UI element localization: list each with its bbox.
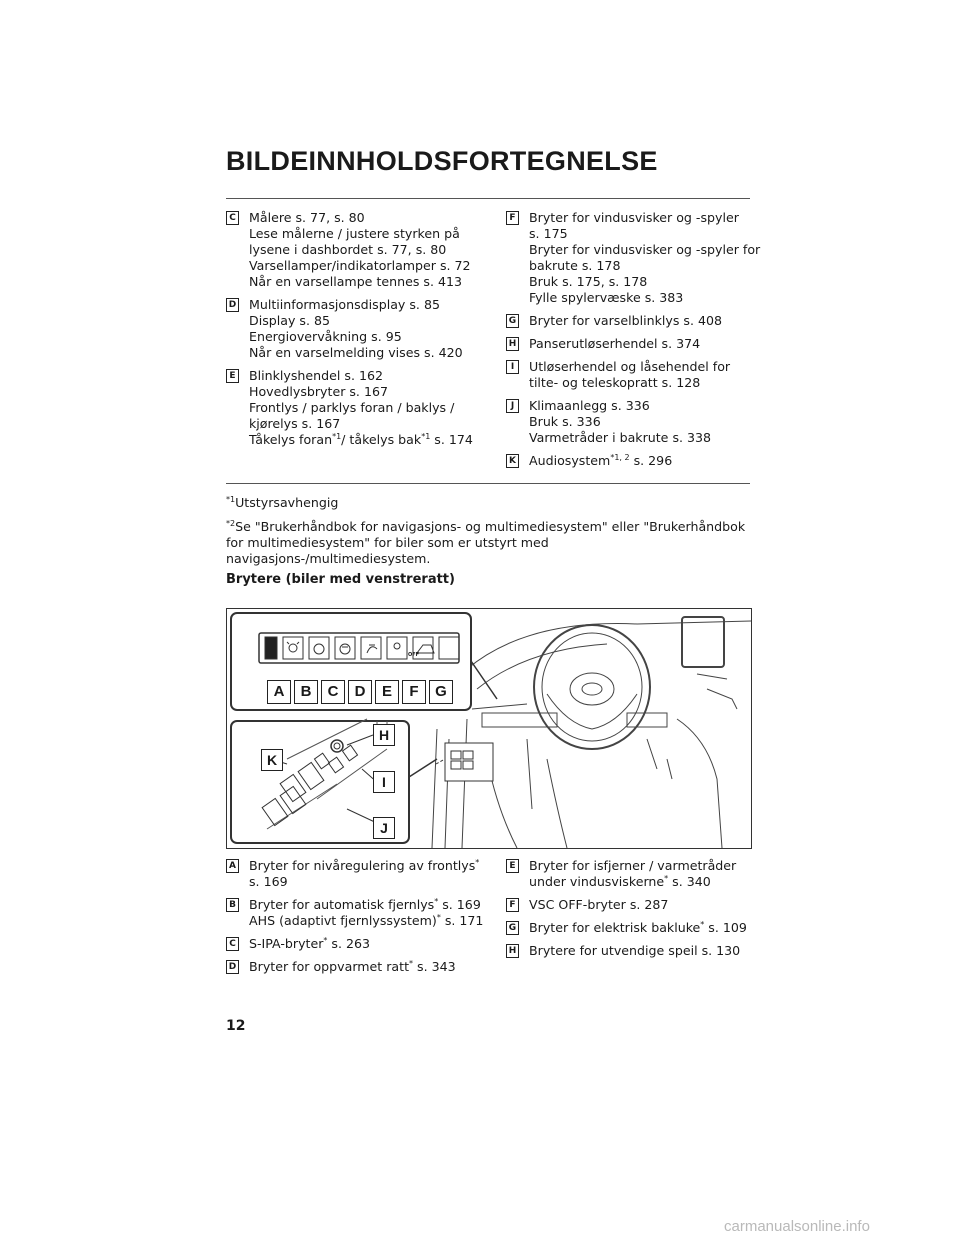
entry-line: Målere s. 77, s. 80 xyxy=(249,210,365,225)
car-interior-sketch xyxy=(432,617,751,848)
entry-line: Multiinformasjonsdisplay s. 85 xyxy=(249,297,440,312)
door-switch-callout-sketch xyxy=(436,743,493,781)
header-rule xyxy=(226,198,750,199)
entry-line: Lese målerne / justere styrken på xyxy=(249,226,460,241)
page-header-title: BILDEINNHOLDSFORTEGNELSE xyxy=(226,146,658,176)
entry-line: Frontlys / parklys foran / baklys / xyxy=(249,400,455,415)
legend-h xyxy=(506,943,756,959)
entry-j xyxy=(506,398,756,446)
entry-line: Blinklyshendel s. 162 xyxy=(249,368,383,383)
letter-badge: G xyxy=(506,921,519,935)
letter-badge: A xyxy=(226,859,239,873)
legend-g xyxy=(506,920,756,936)
panel-letter-a: A xyxy=(267,680,291,704)
entry-e xyxy=(226,368,486,448)
entry-line: s. 169 xyxy=(249,874,288,889)
entry-line: Bryter for nivåregulering av frontlys* xyxy=(249,857,480,873)
entry-line: Når en varsellampe tennes s. 413 xyxy=(249,274,463,289)
bottom-left-column xyxy=(226,858,486,982)
entry-line: AHS (adaptivt fjernlyssystem)* s. 171 xyxy=(249,912,484,928)
entry-line: tilte- og teleskopratt s. 128 xyxy=(529,375,701,390)
entry-line: Bryter for varselblinklys s. 408 xyxy=(529,313,723,328)
letter-badge: K xyxy=(506,454,519,468)
panel-letter-c: C xyxy=(321,680,345,704)
watermark[interactable]: carmanualsonline.info xyxy=(724,1218,870,1235)
letter-badge: E xyxy=(226,369,239,383)
entry-line: Bryter for elektrisk bakluke* s. 109 xyxy=(529,919,747,935)
letter-badge: B xyxy=(226,898,239,912)
entry-line: Hovedlysbryter s. 167 xyxy=(249,384,388,399)
letter-badge: G xyxy=(506,314,519,328)
door-label-h: H xyxy=(373,724,395,746)
entry-f xyxy=(506,210,761,306)
off-label: OFF xyxy=(408,652,420,658)
entry-line: Brytere for utvendige speil s. 130 xyxy=(529,943,741,958)
entry-line: kjørelys s. 167 xyxy=(249,416,341,431)
entry-line: VSC OFF-bryter s. 287 xyxy=(529,897,669,912)
entry-line: lysene i dashbordet s. 77, s. 80 xyxy=(249,242,447,257)
entry-c xyxy=(226,210,486,290)
entry-g xyxy=(506,313,756,329)
entry-line: Audiosystem$^{*1, 2}$ s. 296 xyxy=(529,452,673,468)
entry-line: bakrute s. 178 xyxy=(529,258,621,273)
door-label-i: I xyxy=(373,771,395,793)
letter-badge: D xyxy=(226,960,239,974)
entry-line: Varsellamper/indikatorlamper s. 72 xyxy=(249,258,471,273)
entry-line: Display s. 85 xyxy=(249,313,331,328)
letter-badge: H xyxy=(506,944,519,958)
entry-line: Bruk s. 336 xyxy=(529,414,601,429)
section-title: Brytere (biler med venstreratt) xyxy=(226,572,455,587)
letter-badge: F xyxy=(506,898,519,912)
letter-badge: E xyxy=(506,859,519,873)
door-panel-callout xyxy=(231,719,437,843)
entry-line: Bryter for vindusvisker og -spyler xyxy=(529,210,739,225)
bottom-right-column xyxy=(506,858,756,966)
legend-e xyxy=(506,858,756,890)
letter-badge: I xyxy=(506,360,519,374)
entry-line: Utløserhendel og låsehendel for xyxy=(529,359,731,374)
entry-k xyxy=(506,453,756,469)
letter-badge: F xyxy=(506,211,519,225)
entry-h xyxy=(506,336,756,352)
entry-line: Bruk s. 175, s. 178 xyxy=(529,274,648,289)
entry-line: Klimaanlegg s. 336 xyxy=(529,398,650,413)
entry-line: Fylle spylervæske s. 383 xyxy=(529,290,684,305)
legend-c xyxy=(226,936,486,952)
top-right-column xyxy=(506,210,761,476)
entry-line: Bryter for vindusvisker og -spyler for xyxy=(529,242,761,257)
entry-line: Varmetråder i bakrute s. 338 xyxy=(529,430,712,445)
footnote-rule xyxy=(226,483,750,484)
entry-line: Bryter for oppvarmet ratt* s. 343 xyxy=(249,958,456,974)
entry-line: under vindusviskerne* s. 340 xyxy=(529,873,711,889)
entry-line: Når en varselmelding vises s. 420 xyxy=(249,345,463,360)
legend-a xyxy=(226,858,486,890)
dashboard-drawing xyxy=(227,609,751,848)
letter-badge: C xyxy=(226,211,239,225)
letter-badge: J xyxy=(506,399,519,413)
panel-letter-g: G xyxy=(429,680,453,704)
entry-d xyxy=(226,297,486,361)
letter-badge: C xyxy=(226,937,239,951)
entry-line: Panserutløserhendel s. 374 xyxy=(529,336,701,351)
entry-line: Bryter for isfjerner / varmetråder xyxy=(529,858,737,873)
panel-letter-f: F xyxy=(402,680,426,704)
entry-line: S-IPA-bryter* s. 263 xyxy=(249,935,371,951)
dashboard-illustration xyxy=(226,608,752,849)
letter-badge: D xyxy=(226,298,239,312)
top-left-column xyxy=(226,210,486,455)
entry-i xyxy=(506,359,756,391)
legend-f xyxy=(506,897,756,913)
footnote-1: $^{*1}$Utstyrsavhengig xyxy=(226,494,339,510)
legend-b xyxy=(226,897,486,929)
door-label-j: J xyxy=(373,817,395,839)
panel-letter-b: B xyxy=(294,680,318,704)
legend-d xyxy=(226,959,486,975)
entry-line: s. 175 xyxy=(529,226,568,241)
footnote-2: $^{*2}$Se "Brukerhåndbok for navigasjons- og multimediesystem" eller "Brukerhåndbok for multimediesystem" for biler som er utstyrt med navigasjons-/multimediesystem. xyxy=(226,518,746,566)
panel-letter-d: D xyxy=(348,680,372,704)
page-number: 12 xyxy=(226,1018,246,1034)
entry-line: Tåkelys foran$^{*1}$/ tåkelys bak$^{*1}$ s. 174 xyxy=(249,431,473,447)
entry-line: Energiovervåkning s. 95 xyxy=(249,329,402,344)
letter-badge: H xyxy=(506,337,519,351)
entry-line: Bryter for automatisk fjernlys* s. 169 xyxy=(249,896,481,912)
door-label-k: K xyxy=(261,749,283,771)
panel-letter-e: E xyxy=(375,680,399,704)
